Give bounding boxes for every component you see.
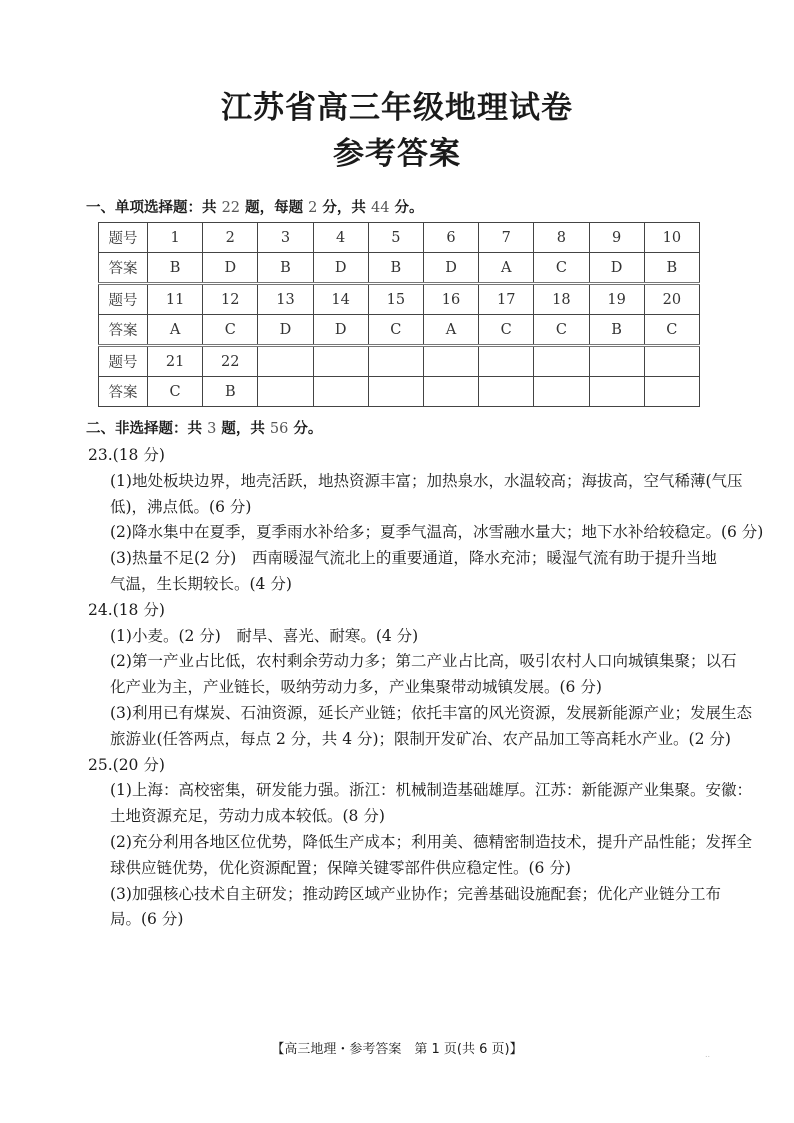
answer-row — [99, 253, 700, 284]
question-number-cell — [313, 346, 368, 377]
answer-line: (1)地处板块边界，地壳活跃，地热资源丰富；加热泉水，水温较高；海拔高，空气稀薄(气压 — [110, 471, 743, 490]
question-number-cell: 4 — [313, 223, 368, 253]
question-label: 23.(18 分) — [88, 446, 165, 464]
question-number-cell: 22 — [203, 346, 258, 377]
question-number-cell: 2 — [203, 223, 258, 253]
section2-heading — [86, 417, 322, 438]
question-number-cell: 9 — [589, 223, 644, 253]
question-number-row — [99, 223, 700, 253]
question-number-cell: 13 — [258, 284, 313, 315]
answer-line: (2)降水集中在夏季，夏季雨水补给多；夏季气温高，冰雪融水量大；地下水补给较稳定。(6 分) — [110, 523, 764, 542]
question-number-cell: 20 — [644, 284, 699, 315]
row-header: 题号 — [99, 223, 148, 253]
heading-text: 分。 — [288, 421, 323, 437]
answer-cell: B — [148, 253, 203, 284]
answer-cell: C — [203, 315, 258, 346]
answer-cell — [423, 377, 478, 407]
question-number-cell: 19 — [589, 284, 644, 315]
answer-cell: C — [534, 315, 589, 346]
answer-cell: D — [203, 253, 258, 284]
question-number-cell — [258, 346, 313, 377]
document-title: 江苏省高三年级地理试卷 — [221, 90, 573, 126]
heading-text: 题，每题 — [240, 200, 309, 216]
question-number-cell: 8 — [534, 223, 589, 253]
document-subtitle: 参考答案 — [333, 136, 461, 172]
answer-cell — [534, 377, 589, 407]
answer-line: 气温，生长期较长。(4 分) — [110, 575, 292, 593]
question-number-cell: 15 — [368, 284, 423, 315]
answer-cell: A — [148, 315, 203, 346]
row-header: 答案 — [99, 377, 148, 407]
answer-cell: B — [203, 377, 258, 407]
question-number-cell: 5 — [368, 223, 423, 253]
answer-cell: A — [479, 253, 534, 284]
question-label: 24.(18 分) — [88, 600, 165, 619]
answer-line: (2)充分利用各地区位优势，降低生产成本；利用美、德精密制造技术，提升产品性能；发挥全 — [110, 833, 752, 851]
answer-line: (1)小麦。(2 分) 耐旱、喜光、耐寒。(4 分) — [110, 626, 419, 645]
question-number-cell: 3 — [258, 223, 313, 253]
answer-line: 球供应链优势，优化资源配置；保障关键零部件供应稳定性。(6 分) — [110, 858, 571, 877]
answer-cell: D — [258, 315, 313, 346]
heading-number: 56 — [269, 421, 289, 437]
heading-text: 一、单项选择题：共 — [86, 200, 222, 216]
question-number-cell — [534, 346, 589, 377]
question-number-cell — [368, 346, 423, 377]
heading-number: 22 — [221, 200, 241, 216]
answer-line: (2)第一产业占比低，农村剩余劳动力多；第二产业占比高，吸引农村人口向城镇集聚；以石 — [110, 652, 737, 671]
answer-cell: B — [644, 253, 699, 284]
answer-cell — [258, 377, 313, 407]
question-number-cell: 16 — [423, 284, 478, 315]
answer-line: (3)热量不足(2 分) 西南暖湿气流北上的重要通道，降水充沛；暖湿气流有助于提升当地 — [110, 549, 717, 568]
answer-line: 旅游业(任答两点，每点 2 分，共 4 分)；限制开发矿冶、农产品加工等高耗水产业。(2 分) — [110, 729, 731, 748]
question-number-row — [99, 284, 700, 315]
answer-cell — [589, 377, 644, 407]
row-header: 答案 — [99, 253, 148, 284]
answer-cell: D — [423, 253, 478, 284]
question-number-cell: 21 — [148, 346, 203, 377]
heading-text: 二、非选择题：共 — [86, 421, 208, 437]
row-header: 题号 — [99, 284, 148, 315]
answer-table — [98, 222, 700, 407]
answer-cell: C — [368, 315, 423, 346]
question-number-cell: 17 — [479, 284, 534, 315]
answer-line: (3)加强核心技术自主研发；推动跨区域产业协作；完善基础设施配套；优化产业链分工布 — [110, 884, 721, 903]
answer-cell: D — [589, 253, 644, 284]
heading-number: 3 — [207, 421, 217, 437]
heading-text: 分。 — [389, 200, 424, 216]
answer-line: 化产业为主，产业链长，吸纳劳动力多，产业集聚带动城镇发展。(6 分) — [110, 678, 602, 697]
answer-cell: D — [313, 315, 368, 346]
page-footer: 【高三地理・参考答案 第 1 页(共 6 页)】 — [271, 1042, 523, 1057]
question-label: 25.(20 分) — [88, 755, 165, 774]
answer-line: 低)，沸点低。(6 分) — [110, 497, 252, 516]
answer-line: 局。(6 分) — [110, 910, 184, 929]
answer-cell: B — [368, 253, 423, 284]
scan-mark: .. — [705, 1050, 711, 1059]
answer-cell: C — [148, 377, 203, 407]
heading-text: 题，共 — [216, 421, 270, 437]
question-number-cell: 14 — [313, 284, 368, 315]
question-number-row — [99, 346, 700, 377]
question-number-cell: 7 — [479, 223, 534, 253]
question-number-cell — [423, 346, 478, 377]
heading-text: 分，共 — [317, 200, 371, 216]
row-header: 题号 — [99, 346, 148, 377]
answer-cell: C — [644, 315, 699, 346]
answer-cell — [368, 377, 423, 407]
answer-cell: B — [258, 253, 313, 284]
question-number-cell: 1 — [148, 223, 203, 253]
section1-heading — [86, 196, 423, 217]
question-number-cell: 6 — [423, 223, 478, 253]
question-number-cell: 12 — [203, 284, 258, 315]
answer-row — [99, 377, 700, 407]
answer-line: (3)利用已有煤炭、石油资源，延长产业链；依托丰富的风光资源，发展新能源产业；发展生态 — [110, 704, 752, 722]
answer-line: 土地资源充足，劳动力成本较低。(8 分) — [110, 807, 385, 826]
question-number-cell: 18 — [534, 284, 589, 315]
answer-cell: C — [479, 315, 534, 346]
question-number-cell — [644, 346, 699, 377]
answer-cell: A — [423, 315, 478, 346]
answer-line: (1)上海：高校密集，研发能力强。浙江：机械制造基础雄厚。江苏：新能源产业集聚。安徽： — [110, 781, 752, 800]
answer-row — [99, 315, 700, 346]
question-number-cell: 10 — [644, 223, 699, 253]
answer-cell — [313, 377, 368, 407]
answer-cell: C — [534, 253, 589, 284]
answer-cell: D — [313, 253, 368, 284]
heading-number: 44 — [370, 200, 390, 216]
question-number-cell — [479, 346, 534, 377]
question-number-cell: 11 — [148, 284, 203, 315]
answer-cell — [479, 377, 534, 407]
heading-number: 2 — [308, 200, 318, 216]
question-number-cell — [589, 346, 644, 377]
answer-cell: B — [589, 315, 644, 346]
answer-cell — [644, 377, 699, 407]
row-header: 答案 — [99, 315, 148, 346]
